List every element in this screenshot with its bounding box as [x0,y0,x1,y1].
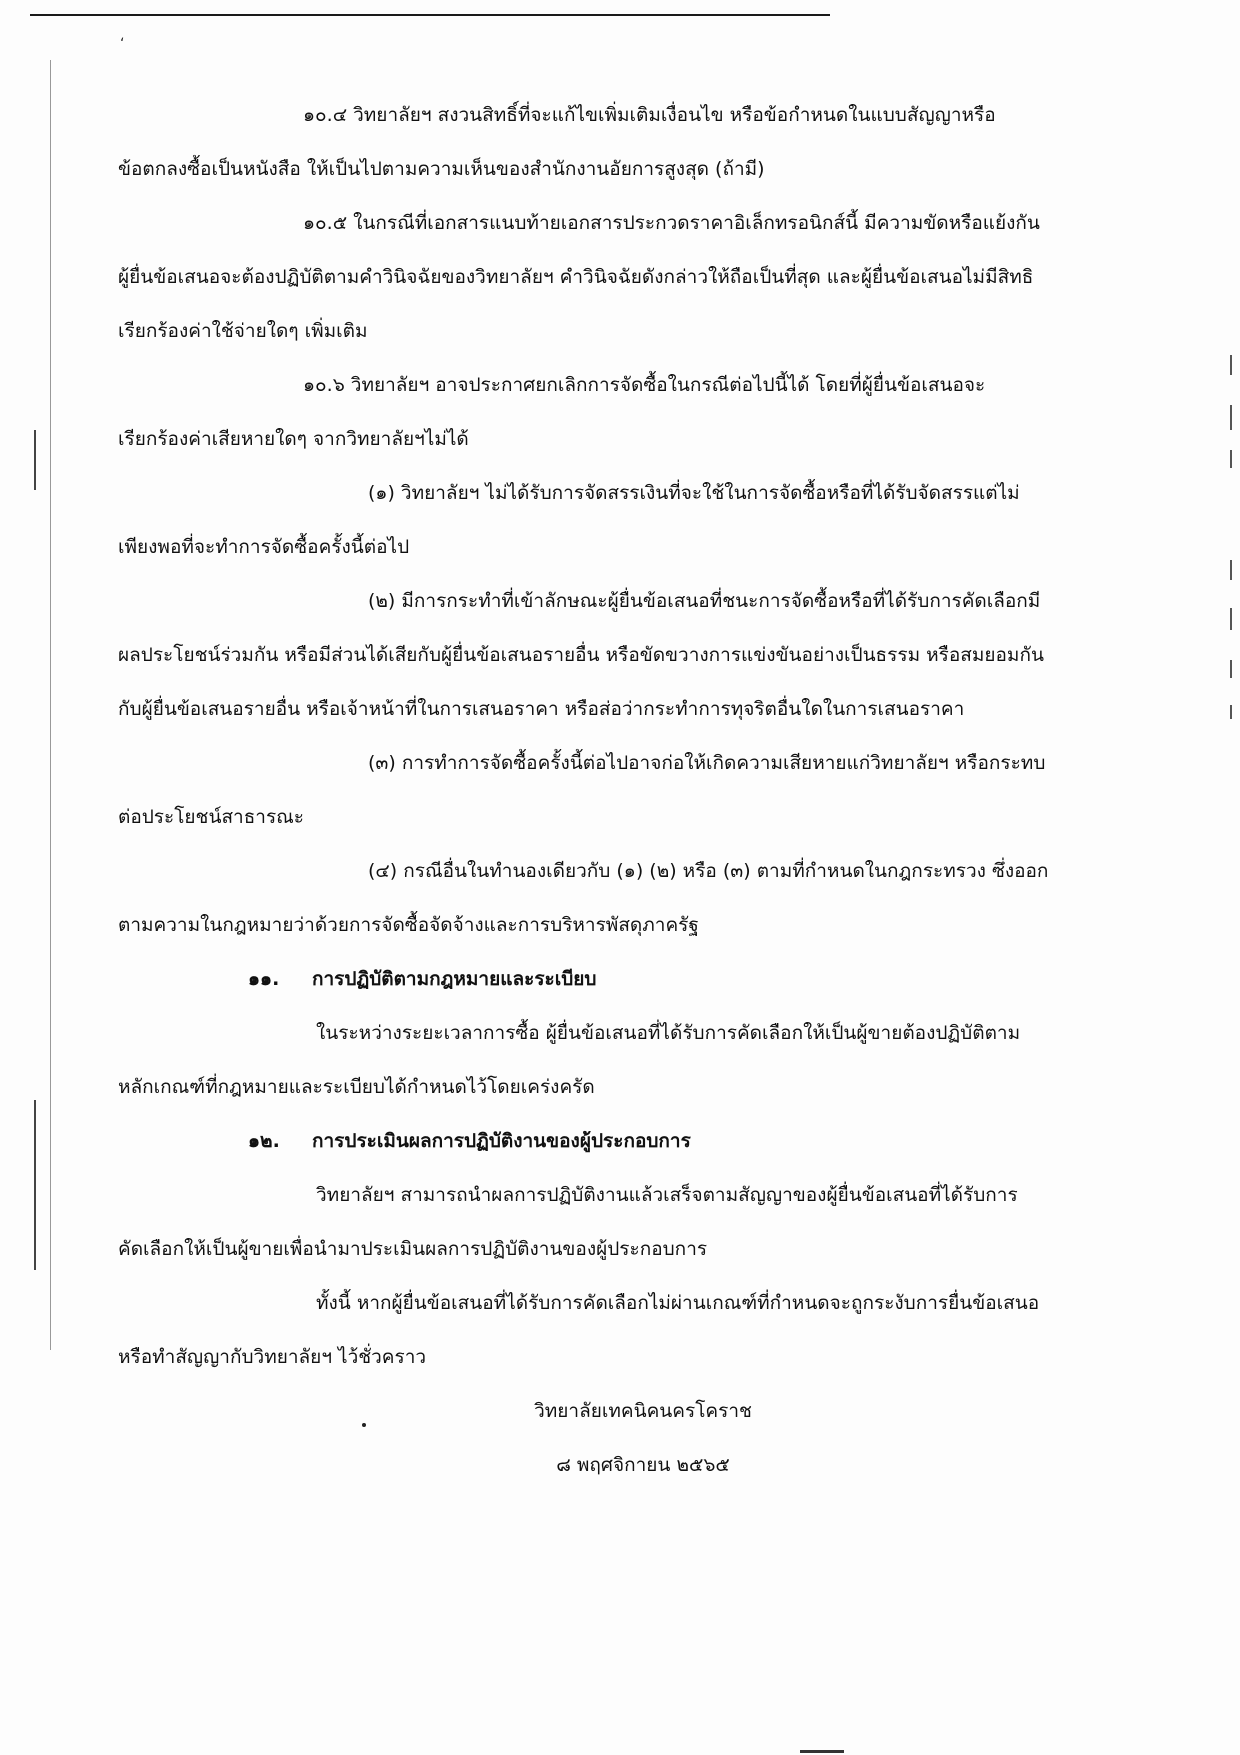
section-12-number: ๑๒. [248,1130,280,1152]
clause-10-6-item-3 [118,736,1128,844]
page-edge-mark [800,1750,844,1753]
section-11-number: ๑๑. [248,968,280,990]
item-2-line2: ผลประโยชน์ร่วมกัน หรือมีส่วนได้เสียกับผู้ยื่นข้อเสนอรายอื่น หรือขัดขวางการแข่งขันอย่างเป็นธรรม หรือสมยอมกัน [118,644,1044,666]
clause-10-6-item-1 [118,466,1128,574]
item-1-line1: (๑) วิทยาลัยฯ ไม่ได้รับการจัดสรรเงินที่จะใช้ในการจัดซื้อหรือที่ได้รับจัดสรรแต่ไม่ [368,482,1020,504]
scan-edge-left [50,60,51,1350]
item-4-line1: (๔) กรณีอื่นในทำนองเดียวกับ (๑) (๒) หรือ (๓) ตามที่กำหนดในกฎกระทรวง ซึ่งออก [368,860,1049,882]
section-11-line2: หลักเกณฑ์ที่กฎหมายและระเบียบได้กำหนดไว้โดยเคร่งครัด [118,1076,595,1098]
scan-mark [1230,660,1232,678]
section-12-body-2 [118,1276,1128,1384]
scan-mark [34,1100,36,1270]
clause-10-6-line1: ๑๐.๖ วิทยาลัยฯ อาจประกาศยกเลิกการจัดซื้อในกรณีต่อไปนี้ได้ โดยที่ผู้ยื่นข้อเสนอจะ [303,374,986,396]
clause-10-4 [118,88,1128,196]
section-12-heading [118,1114,1128,1168]
scan-mark [1230,450,1232,468]
ink-dot [362,1423,366,1427]
clause-10-6 [118,358,1128,466]
clause-10-5 [118,196,1128,358]
item-4-line2: ตามความในกฎหมายว่าด้วยการจัดซื้อจัดจ้างและการบริหารพัสดุภาครัฐ [118,914,699,936]
signature-organization: วิทยาลัยเทคนิคนครโคราช [534,1400,752,1422]
scan-mark [1230,560,1232,580]
scan-mark [1230,355,1232,375]
item-3-line2: ต่อประโยชน์สาธารณะ [118,806,305,828]
section-12-title: การประเมินผลการปฏิบัติงานของผู้ประกอบการ [312,1130,691,1152]
scan-mark [1230,608,1232,630]
scan-mark [1230,705,1232,719]
top-rule [30,14,830,16]
section-12-line2: คัดเลือกให้เป็นผู้ขายเพื่อนำมาประเมินผลการปฏิบัติงานของผู้ประกอบการ [118,1238,708,1260]
item-2-line1: (๒) มีการกระทำที่เข้าลักษณะผู้ยื่นข้อเสนอที่ชนะการจัดซื้อหรือที่ได้รับการคัดเลือกมี [368,590,1041,612]
clause-10-6-item-2 [118,574,1128,736]
clause-10-4-line1: ๑๐.๔ วิทยาลัยฯ สงวนสิทธิ์ที่จะแก้ไขเพิ่มเติมเงื่อนไข หรือข้อกำหนดในแบบสัญญาหรือ [303,104,996,126]
scan-mark [1230,405,1232,430]
item-2-line3: กับผู้ยื่นข้อเสนอรายอื่น หรือเจ้าหน้าที่ในการเสนอราคา หรือส่อว่ากระทำการทุจริตอื่นใดในการเสนอราคา [118,698,965,720]
section-11-body [118,1006,1128,1114]
clause-10-4-line2: ข้อตกลงซื้อเป็นหนังสือ ให้เป็นไปตามความเห็นของสำนักงานอัยการสูงสุด (ถ้ามี) [118,158,765,180]
item-1-line2: เพียงพอที่จะทำการจัดซื้อครั้งนี้ต่อไป [118,536,410,558]
section-12-line4: หรือทำสัญญากับวิทยาลัยฯ ไว้ชั่วคราว [118,1346,427,1368]
item-3-line1: (๓) การทำการจัดซื้อครั้งนี้ต่อไปอาจก่อให้เกิดความเสียหายแก่วิทยาลัยฯ หรือกระทบ [368,752,1046,774]
document-body [118,88,1128,1492]
clause-10-5-line2: ผู้ยื่นข้อเสนอจะต้องปฏิบัติตามคำวินิจฉัยของวิทยาลัยฯ คำวินิจฉัยดังกล่าวให้ถือเป็นที่สุด และผู้ยื่นข้อเสนอไม่มีสิทธิ [118,266,1034,288]
clause-10-6-item-4 [118,844,1128,952]
section-12-line1: วิทยาลัยฯ สามารถนำผลการปฏิบัติงานแล้วเสร็จตามสัญญาของผู้ยื่นข้อเสนอที่ได้รับการ [316,1184,1018,1206]
section-11-heading [118,952,1128,1006]
clause-10-5-line3: เรียกร้องค่าใช้จ่ายใดๆ เพิ่มเติม [118,320,368,342]
section-11-title: การปฏิบัติตามกฎหมายและระเบียบ [312,968,597,990]
section-12-line3: ทั้งนี้ หากผู้ยื่นข้อเสนอที่ได้รับการคัดเลือกไม่ผ่านเกณฑ์ที่กำหนดจะถูกระงับการยื่นข้อเสนอ [316,1292,1040,1314]
scan-mark [34,430,36,490]
section-12-body-1 [118,1168,1128,1276]
section-11-line1: ในระหว่างระยะเวลาการซื้อ ผู้ยื่นข้อเสนอที่ได้รับการคัดเลือกให้เป็นผู้ขายต้องปฏิบัติตาม [316,1022,1021,1044]
ink-speck: ‘ [120,36,125,52]
clause-10-5-line1: ๑๐.๕ ในกรณีที่เอกสารแนบท้ายเอกสารประกวดราคาอิเล็กทรอนิกส์นี้ มีความขัดหรือแย้งกัน [303,212,1040,234]
signature-date: ๘ พฤศจิกายน ๒๕๖๕ [556,1454,730,1476]
clause-10-6-line2: เรียกร้องค่าเสียหายใดๆ จากวิทยาลัยฯไม่ได้ [118,428,469,450]
